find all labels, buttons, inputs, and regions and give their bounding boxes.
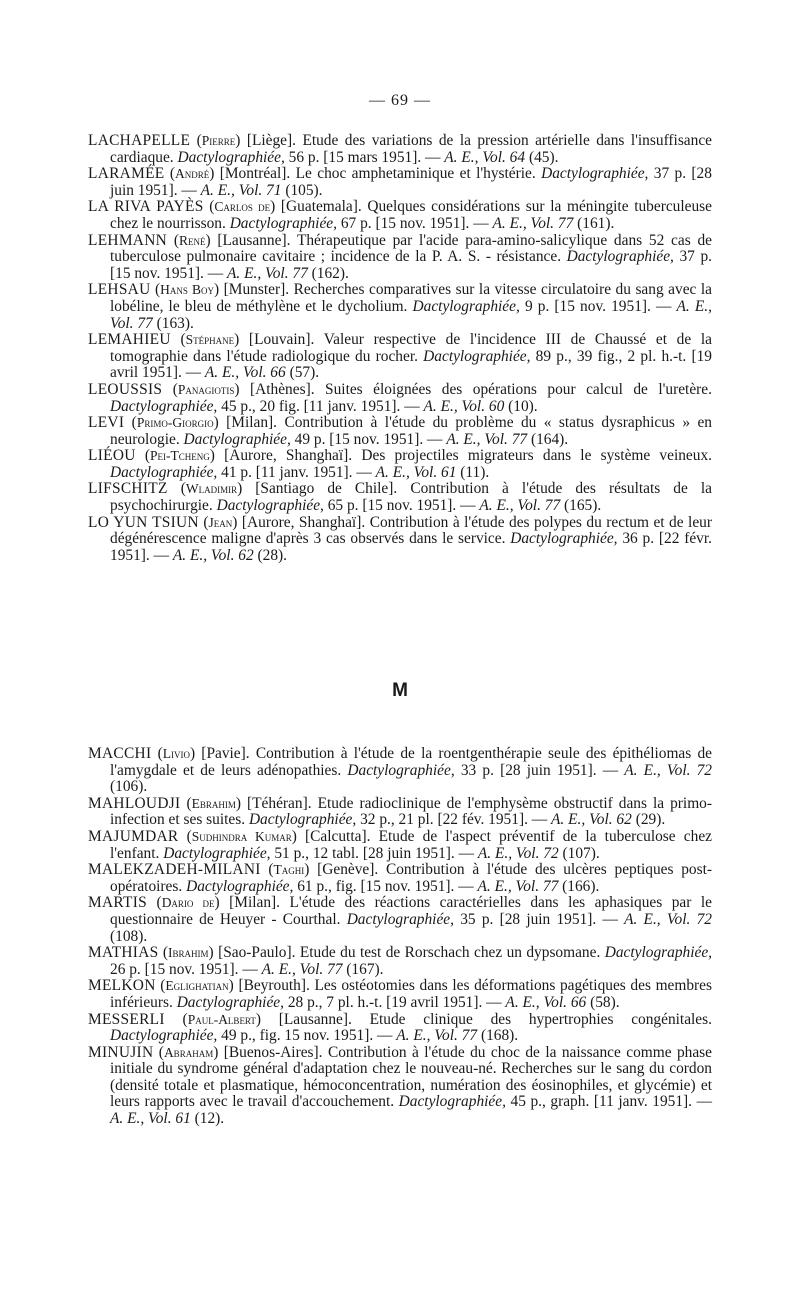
entry-format: Dactylographiée, [176,993,284,1011]
entry-author: LACHAPELLE [88,132,191,149]
entry-volume: A. E., Vol. 62 [172,546,254,564]
entry-details: 67 p. [15 nov. 1951]. — [340,214,489,232]
bibliography-entry: MATHIAS (Ibrahim) [Sao-Paulo]. Etude du test de Rorschach chez un dypsomane. Dactylographiée, 26 p. [15 nov. 1951]. — A. E., Vol. 77 (167). [88,944,712,978]
entry-details: 61 p., fig. [15 nov. 1951]. — [297,877,474,895]
entry-title: Valeur respective de l'incidence III de Chaussé et de la tomographie dans l'étude radiologique du rocher. [110,331,712,365]
entry-author: LEHSAU [88,281,151,299]
bibliography-entry: LO YUN TSIUN (Jean) [Aurore, Shanghaï]. Contribution à l'étude des polypes du rectum et de leur dégénérescence maligne d'après 3 cas observés dans le service. Dactylographiée, 36 p. [22 févr. 1951]. — A. E., Vol. 62 (28). [88,513,712,564]
entry-reference: (29). [635,811,666,829]
entry-reference: (164). [530,430,569,448]
entry-place: Montréal [224,165,282,183]
entry-author: LARAMÉE [88,165,165,183]
entry-volume: A. E., Vol. 62 [551,811,632,829]
entry-volume: A. E., Vol. 77 [396,1027,478,1045]
entry-title: Des projectiles migrateurs dans le système veineux. [361,447,712,465]
entry-given-name: Primo-Giorgio [136,415,214,431]
entry-place: Buenos-Aires [228,1043,314,1061]
bibliography-entry: MAHLOUDJI (Ebrahim) [Téhéran]. Etude radioclinique de l'emphysème obstructif dans la primo-infection et ses suites. Dactylographiée, 32 p., 21 pl. [22 fév. 1951]. — A. E., Vol. 62 (29). [88,794,712,829]
entry-author: MARTIS [88,894,148,912]
entry-title: Contribution à l'étude de la roentgenthérapie seule des épithéliomas de l'amygdale et de leurs adénopathies. [110,745,712,779]
entry-format: Dactylographiée, [183,430,291,448]
entry-volume: A. E., Vol. 77 [492,214,574,232]
entry-title: Etude clinique des hypertrophies congénitales. [369,1010,712,1028]
entry-reference: (12). [194,1110,225,1128]
entry-given-name: Stéphane [185,332,235,348]
entry-volume: A. E., Vol. 77 [227,264,308,282]
entry-place: Pavie [206,745,241,762]
entry-reference: (28). [257,546,288,564]
entry-title: Contribution à l'étude du problème du « status dysraphicus » en neurologie. [110,414,712,448]
entry-reference: (10). [508,397,538,415]
entry-author: MINUJIN [88,1043,154,1061]
entry-volume: A. E., Vol. 77 [477,877,559,895]
entry-details: 37 p. [15 nov. 1951]. — [110,248,712,282]
entry-place: Lausanne [222,231,282,249]
entry-place: Athènes [255,380,306,398]
entry-format: Dactylographiée, [177,148,285,166]
entry-given-name: Ibrahim [168,945,209,961]
entry-details: 9 p. [15 nov. 1951]. — [524,297,672,315]
bibliography-entry: MAJUMDAR (Sudhindra Kumar) [Calcutta]. Etude de l'aspect préventif de la tuberculose chez l'enfant. Dactylographiée, 51 p., 12 tabl. [28 juin 1951]. — A. E., Vol. 72 (107). [88,827,712,862]
entry-reference: (165). [564,497,602,515]
entry-reference: (168). [480,1027,519,1045]
entry-title: Les ostéotomies dans les déformations pagétiques des membres inférieurs. [110,977,712,1011]
entry-author: MAHLOUDJI [88,794,181,812]
entry-title: Etude radioclinique de l'emphysème obstructif dans la primo-infection et ses suites. [110,794,712,829]
entry-place: Téhéran [252,794,303,812]
entry-reference: (45). [528,148,559,166]
entry-reference: (11). [460,463,490,481]
entry-given-name: Panagiotis [177,381,235,397]
entry-format: Dactylographiée, [346,910,454,928]
entry-title: Thérapeutique par l'acide para-amino-salicylique dans 52 cas de tuberculose pulmonaire cavitaire ; incidence de la P. A. S. - résistance. [110,231,713,266]
entry-volume: A. E., Vol. 64 [444,148,526,166]
bibliography-entry: MARTIS (Dario de) [Milan]. L'étude des réactions caractérielles dans les aphasiques par le questionnaire de Heuyer - Courthal. Dactylographiée, 35 p. [28 juin 1951]. — A. E., Vol. 72 (108). [88,894,713,945]
entry-given-name: Jean [208,514,233,530]
bibliography-entry: LARAMÉE (André) [Montréal]. Le choc amphetaminique et l'hystérie. Dactylographiée, 37 p. [28 juin 1951]. — A. E., Vol. 71 (105). [88,165,712,199]
entry-format: Dactylographiée, [216,497,324,515]
entry-details: 45 p., graph. [11 janv. 1951]. — [510,1093,712,1111]
entry-volume: A. E., Vol. 71 [200,181,282,199]
entry-format: Dactylographiée, [163,844,271,862]
entry-details: 35 p. [28 juin 1951]. — [460,910,618,928]
bibliography-entry: LEOUSSIS (Panagiotis) [Athènes]. Suites éloignées des opérations pour calcul de l'uretère. Dactylographiée, 45 p., 20 fig. [11 janv. 1951]. — A. E., Vol. 60 (10). [88,380,712,415]
entry-given-name: Wladimir [185,481,238,497]
entries-section-m [88,746,712,1128]
entry-format: Dactylographiée, [412,297,520,315]
entry-place: Lausanne [283,1010,343,1028]
entry-given-name: Pei-Tcheng [150,448,210,464]
entry-volume: A. E., Vol. 72 [624,910,712,928]
entry-format: Dactylographiée, [541,165,649,183]
entry-author: LIÉOU [88,447,136,465]
entry-title: Etude de l'aspect préventif de la tuberculose chez l'enfant. [110,827,712,862]
entry-details: 49 p. [15 nov. 1951]. — [294,430,443,448]
page-number: — 69 — [369,92,431,109]
entry-place: Aurore, Shanghaï [247,513,357,531]
entry-volume: A. E., Vol. 61 [375,463,457,481]
entry-given-name: Livio [162,746,190,761]
bibliography-entry: LA RIVA PAYÈS (Carlos de) [Guatemala]. Quelques considérations sur la méningite tuberculeuse chez le nourrisson. Dactylographiée, 67 p. [15 nov. 1951]. — A. E., Vol. 77 (161). [88,198,712,232]
entry-place: Genève [322,861,370,879]
entry-title: Recherches comparatives sur la vitesse circulatoire du sang avec la lobéline, le bleu de méthylène et le dycholium. [110,281,712,315]
entry-reference: (162). [311,264,349,282]
entry-reference: (167). [346,960,384,978]
entry-author: LA RIVA PAYÈS [88,198,204,216]
entry-volume: A. E., Vol. 77 [110,297,712,332]
entry-details: 51 p., 12 tabl. [28 juin 1951]. — [274,844,474,862]
entry-author: LIFSCHITZ [88,480,168,498]
entry-author: LEVI [88,414,125,432]
entry-place: Santiago de Chile [260,480,389,498]
entry-details: 56 p. [15 mars 1951]. — [288,148,441,166]
entry-volume: A. E., Vol. 77 [446,430,528,448]
entry-title: L'étude des réactions caractérielles dans les aphasiques par le questionnaire de Heuyer - Courthal. [110,894,713,928]
entry-author: MALEKZADEH-MILANI [88,861,261,879]
bibliography-entry: LEHSAU (Hans Boy) [Munster]. Recherches comparatives sur la vitesse circulatoire du sang avec la lobéline, le bleu de méthylène et le dycholium. Dactylographiée, 9 p. [15 nov. 1951]. — A. E., Vol. 77 (163). [88,281,712,332]
entry-volume: A. E., Vol. 60 [423,397,505,415]
entry-reference: (57). [289,364,320,382]
bibliography-entry: LIFSCHITZ (Wladimir) [Santiago de Chile]. Contribution à l'étude des résultats de la psychochirurgie. Dactylographiée, 65 p. [15 nov. 1951]. — A. E., Vol. 77 (165). [88,480,712,515]
entry-details: 89 p., 39 fig., 2 pl. h.-t. [19 avril 1951]. — [110,347,712,382]
entry-title: Contribution à l'étude des ulcères peptiques post-opératoires. [110,861,713,895]
entry-details: 26 p. [15 nov. 1951]. — [110,960,258,978]
entry-place: Sao-Paulo [223,944,287,962]
entry-place: Calcutta [310,827,362,845]
entry-format: Dactylographiée, [347,761,455,779]
entry-title: Etude du test de Rorschach chez un dypsomane. [299,944,601,962]
entry-volume: A. E., Vol. 66 [505,993,587,1011]
entry-details: 65 p. [15 nov. 1951]. — [327,497,476,515]
entry-details: 32 p., 21 pl. [22 fév. 1951]. — [360,811,548,829]
entry-reference: (106). [110,778,148,796]
entry-given-name: Sudhindra Kumar [191,828,292,844]
entry-given-name: Pierre [201,133,236,148]
section-letter-heading: M [392,680,408,701]
entry-volume: A. E., Vol. 77 [261,960,343,978]
entry-details: 33 p. [28 juin 1951]. — [460,761,619,779]
entry-reference: (107). [562,844,600,862]
entry-reference: (161). [577,214,615,232]
bibliography-entry: MINUJIN (Abraham) [Buenos-Aires]. Contribution à l'étude du choc de la naissance comme phase initiale du syndrome général d'adaptation chez le nouveau-né. Recherches sur le sang du cordon (densité totale et plasmatique, hémoconcentration, numération des éosinophiles, et glycémie) et leurs rapports avec le travail d'accouchement. Dactylographiée, 45 p., graph. [11 janv. 1951]. — A. E., Vol. 61 (12). [88,1043,712,1128]
entry-given-name: Hans Boy [160,282,214,298]
entry-author: MAJUMDAR [88,827,179,845]
entry-format: Dactylographiée, [110,463,218,481]
entry-volume: A. E., Vol. 66 [204,364,286,382]
entry-title: Contribution à l'étude des résultats de la psychochirurgie. [110,480,712,515]
entry-details: 45 p., 20 fig. [11 janv. 1951]. — [221,397,420,415]
entry-format: Dactylographiée, [398,1093,506,1111]
entry-place: Milan [231,414,269,432]
entry-author: LEHMANN [88,231,168,249]
entry-format: Dactylographiée, [110,397,218,415]
entry-format: Dactylographiée, [423,347,531,365]
entry-given-name: Paul-Albert [187,1011,256,1027]
entries-section-l [88,133,712,564]
entry-author: MESSERLI [88,1010,165,1028]
entry-volume: A. E., Vol. 77 [479,497,561,515]
entry-author: LEMAHIEU [88,331,171,349]
entry-given-name: Eglighatian [165,978,229,994]
entry-title: Contribution à l'étude du choc de la naissance comme phase initiale du syndrome général d'adaptation chez le nouveau-né. Recherches sur le sang du cordon (densité totale et plasmatique, hémoconcentration, numération des éosinophiles, et glycémie) et leurs rapports avec le travail d'accouchement. [110,1043,712,1111]
bibliography-entry: MALEKZADEH-MILANI (Taghi) [Genève]. Contribution à l'étude des ulcères peptiques post-opératoires. Dactylographiée, 61 p., fig. [15 nov. 1951]. — A. E., Vol. 77 (166). [88,861,713,895]
entry-title: Contribution à l'étude des polypes du rectum et de leur dégénérescence maligne d'après 3 cas observés dans le service. [110,513,712,548]
entry-given-name: André [174,166,210,182]
entry-given-name: Carlos de [214,199,271,215]
entry-given-name: Dario de [161,895,215,911]
entry-place: Milan [234,894,272,912]
entry-author: LEOUSSIS [88,380,163,398]
entry-details: 41 p. [11 janv. 1951]. — [221,463,372,481]
entry-details: 36 p. [22 févr. 1951]. — [110,530,712,564]
entry-format: Dactylographiée, [566,248,674,266]
entry-title: Le choc amphetaminique et l'hystérie. [295,165,536,183]
entry-details: 49 p., fig. 15 nov. 1951]. — [221,1027,393,1045]
entry-given-name: Ebrahim [191,795,236,811]
entry-volume: A. E., Vol. 72 [477,844,559,862]
entry-reference: (105). [285,181,323,199]
entry-reference: (163). [156,314,194,332]
entry-format: Dactylographiée, [248,811,357,829]
entry-reference: (108). [110,927,148,945]
entry-author: MELKON [88,977,156,995]
entry-format: Dactylographiée, [110,1027,218,1045]
entry-place: Beyrouth [243,977,301,995]
entry-title: Etude des variations de la pression artérielle dans l'insuffisance cardiaque. [110,132,712,166]
entry-given-name: Abraham [163,1044,214,1060]
entry-reference: (166). [562,877,600,895]
bibliography-entry: LIÉOU (Pei-Tcheng) [Aurore, Shanghaï]. Des projectiles migrateurs dans le système veineux. Dactylographiée, 41 p. [11 janv. 1951]. — A. E., Vol. 61 (11). [88,447,712,481]
bibliography-entry: MELKON (Eglighatian) [Beyrouth]. Les ostéotomies dans les déformations pagétiques des membres inférieurs. Dactylographiée, 28 p., 7 pl. h.-t. [19 avril 1951]. — A. E., Vol. 66 (58). [88,977,712,1011]
bibliography-entry: LEHMANN (René) [Lausanne]. Thérapeutique par l'acide para-amino-salicylique dans 52 cas de tuberculose pulmonaire cavitaire ; incidence de la P. A. S. - résistance. Dactylographiée, 37 p. [15 nov. 1951]. — A. E., Vol. 77 (162). [88,231,713,282]
entry-details: 28 p., 7 pl. h.-t. [19 avril 1951]. — [287,993,502,1011]
bibliography-entry: LEMAHIEU (Stéphane) [Louvain]. Valeur respective de l'incidence III de Chaussé et de la tomographie dans l'étude radiologique du rocher. Dactylographiée, 89 p., 39 fig., 2 pl. h.-t. [19 avril 1951]. — A. E., Vol. 66 (57). [88,331,712,382]
entry-author: LO YUN TSIUN [88,513,199,531]
entry-reference: (58). [590,993,620,1011]
entry-format: Dactylographiée, [229,214,337,232]
entry-format: Dactylographiée, [186,877,294,895]
entry-place: Liège [251,132,288,149]
entry-format: Dactylographiée, [510,530,618,548]
entry-place: Louvain [254,331,306,349]
bibliography-entry: MESSERLI (Paul-Albert) [Lausanne]. Etude clinique des hypertrophies congénitales. Dactylographiée, 49 p., fig. 15 nov. 1951]. — A. E., Vol. 77 (168). [88,1010,712,1045]
bibliography-entry: LEVI (Primo-Giorgio) [Milan]. Contribution à l'étude du problème du « status dysraphicus » en neurologie. Dactylographiée, 49 p. [15 nov. 1951]. — A. E., Vol. 77 (164). [88,414,712,448]
bibliography-entry: MACCHI (Livio) [Pavie]. Contribution à l'étude de la roentgenthérapie seule des épithéliomas de l'amygdale et de leurs adénopathies. Dactylographiée, 33 p. [28 juin 1951]. — A. E., Vol. 72 (106). [88,745,712,796]
entry-volume: A. E., Vol. 72 [624,761,712,779]
entry-volume: A. E., Vol. 61 [110,1110,191,1128]
entry-place: Munster [228,281,281,299]
entry-title: Suites éloignées des opérations pour calcul de l'uretère. [325,380,712,398]
bibliography-entry: LACHAPELLE (Pierre) [Liège]. Etude des variations de la pression artérielle dans l'insuffisance cardiaque. Dactylographiée, 56 p. [15 mars 1951]. — A. E., Vol. 64 (45). [88,132,712,166]
entry-author: MATHIAS [88,944,159,962]
entry-given-name: René [178,232,206,248]
entry-title: Quelques considérations sur la méningite tuberculeuse chez le nourrisson. [110,198,712,232]
entry-format: Dactylographiée, [604,944,712,962]
entry-author: MACCHI [88,745,152,762]
entry-details: 37 p. [28 juin 1951]. — [110,165,712,199]
entry-place: Aurore, Shanghaï [229,447,344,465]
entry-given-name: Taghi [273,862,305,878]
entry-place: Guatemala [286,198,353,216]
